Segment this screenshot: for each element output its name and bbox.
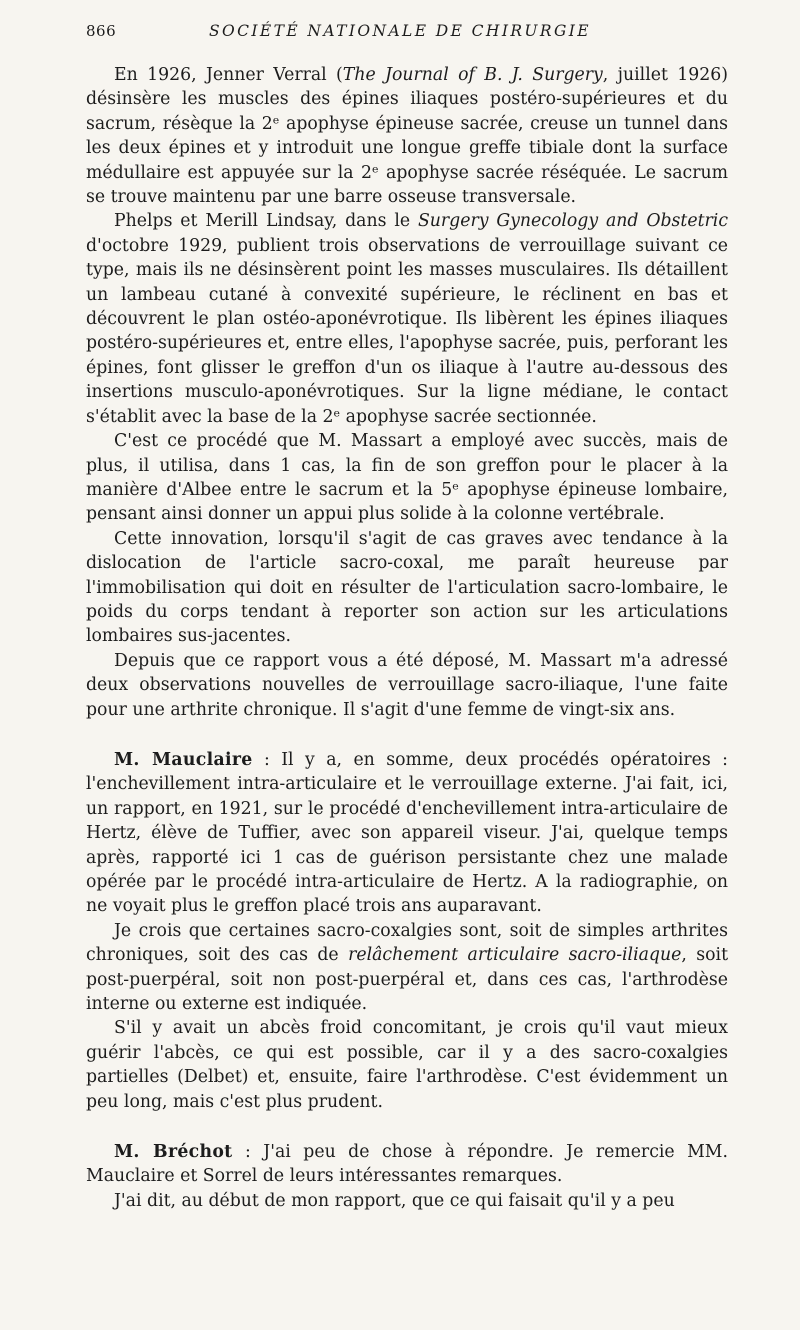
spacer [86,722,728,748]
paragraph-innovation: Cette innovation, lorsqu'il s'agit de cas graves avec tendance à la dislocation de l'article sacro-coxal, me paraît heureuse par l'immobilisation qui doit en résulter de l'articulation sacro-lombaire, le poids du corps tendant à reporter son action sur les articulations lombaires sus-jacentes. [86,528,728,647]
paragraph-sacro-coxalgies: Je crois que certaines sacro-coxalgies sont, soit de simples arthrites chroniques, soit des cas de relâchement articulaire sacro-iliaque, soit post-puerpéral, soit non post-puerpéral et, dans ces cas, l'arthrodèse interne ou externe est indiquée. [86,920,729,1015]
paragraph-mauclaire: M. Mauclaire : Il y a, en somme, deux procédés opératoires : l'enchevillement intra-articulaire et le verrouillage externe. J'ai fait, ici, un rapport, en 1921, sur le procédé d'enchevillement intra-articulaire de Hertz, élève de Tuffier, avec son appareil viseur. J'ai, quelque temps après, rapporté ici 1 cas de guérison persistante chez une malade opérée par le procédé intra-articulaire de Hertz. A la radiographie, on ne voyait plus le greffon placé trois ans auparavant. [86,749,728,917]
paragraph-abces: S'il y avait un abcès froid concomitant, je crois qu'il vaut mieux guérir l'abcès, ce qui est possible, car il y a des sacro-coxalgies partielles (Delbet) et, ensuite, faire l'arthrodèse. C'est évidemment un peu long, mais c'est plus prudent. [86,1018,728,1112]
paragraph-massart-procedure: C'est ce procédé que M. Massart a employé avec succès, mais de plus, il utilisa, dans 1 cas, la fin de son greffon pour le placer à la manière d'Albee entre le sacrum et la 5ᵉ apophyse épineuse lombaire, pensant ainsi donner un appui plus solide à la colonne vertébrale. [86,431,728,525]
journal-title: The Journal of B. J. Surgery [342,65,603,85]
article-body [86,63,728,1213]
speaker-name: M. Mauclaire [114,749,253,770]
paragraph-massart-observations: Depuis que ce rapport vous a été déposé, M. Massart m'a adressé deux observations nouvelles de verrouillage sacro-iliaque, l'une faite pour une arthrite chronique. Il s'agit d'une femme de vingt-six ans. [86,650,728,720]
journal-title: Surgery Gynecology and Obstetric [417,211,728,232]
spacer [86,1114,728,1140]
speaker-name: M. Bréchot [114,1142,233,1163]
paragraph-final: J'ai dit, au début de mon rapport, que ce qui faisait qu'il y a peu [114,1190,675,1211]
italic-term: relâchement articulaire sacro-iliaque [348,945,682,966]
running-title: SOCIÉTÉ NATIONALE DE CHIRURGIE [209,22,591,40]
page-header [86,22,714,46]
paragraph-verral: En 1926, Jenner Verral (The Journal of B. J. Surgery, juillet 1926) désinsère les muscles des épines iliaques postéro-supérieures et du sacrum, résèque la 2ᵉ apophyse épineuse sacrée, creuse un tunnel dans les deux épines et y introduit une longue greffe tibiale dont la surface médullaire est appuyée sur la 2ᵉ apophyse sacrée réséquée. Le sacrum se trouve maintenu par une barre osseuse transversale. [86,65,728,208]
paragraph-phelps: Phelps et Merill Lindsay, dans le Surgery Gynecology and Obstetric d'octobre 1929, publient trois observations de verrouillage suivant ce type, mais ils ne désinsèrent point les masses musculaires. Ils détaillent un lambeau cutané à convexité supérieure, le réclinent en bas et découvrent le plan ostéo-aponévrotique. Ils libèrent les épines iliaques postéro-supérieures et, entre elles, l'apophyse sacrée, puis, perforant les épines, font glisser le greffon d'un os iliaque à l'autre au-dessous des insertions musculo-aponévrotiques. Sur la ligne médiane, le contact s'établit avec la base de la 2ᵉ apophyse sacrée sectionnée. [86,211,728,427]
page-number: 866 [86,22,117,40]
paragraph-brechot: M. Bréchot : J'ai peu de chose à répondre. Je remercie MM. Mauclaire et Sorrel de leurs intéressantes remarques. [86,1142,728,1187]
